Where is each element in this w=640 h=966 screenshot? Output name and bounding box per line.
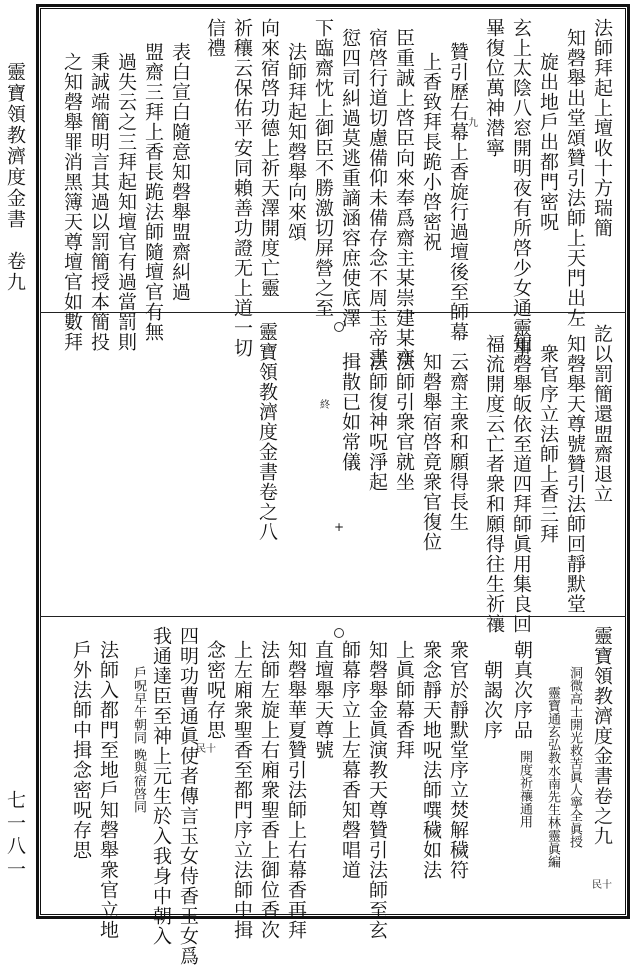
text-column: 上左廂衆聖香至都門序立法師中揖 — [231, 640, 253, 940]
text-column: 祈穰云保佑平安同賴善功證无上道一切 — [231, 18, 253, 358]
text-column: 法師拜起上壇收十方瑞簡 — [591, 18, 613, 238]
folio-mark: 九 — [468, 118, 478, 129]
text-column: 念密呪存思 — [204, 640, 226, 740]
volume-title: 靈寶領教濟度金書卷之九 — [591, 626, 613, 846]
text-column: 法師復神呪淨起 — [366, 352, 388, 492]
author-line: 靈寶通玄弘教水南先生林靈眞編 — [545, 686, 560, 868]
text-column: 衆官於靜默堂序立焚解穢符 — [447, 640, 469, 880]
margin-circle — [334, 322, 344, 332]
volume-end-title: 靈寶領教濟度金書卷之八 — [256, 322, 278, 542]
text-column: 過失云之三拜起知壇官有過當罰則 — [115, 52, 137, 352]
text-column: 福流開度云亡者衆和願得往生祈禳 — [483, 334, 505, 634]
text-column: 云齋主衆和願得長生 — [447, 352, 469, 532]
text-column: 旋出地戶出都門密呪 — [537, 52, 559, 232]
folio-mark: 民十 — [592, 880, 612, 891]
text-column: 四明功曹通眞使者傳言玉女侍香玉女爲 — [177, 626, 199, 966]
text-column: 直壇舉天尊號 — [312, 640, 334, 760]
chapter-title: 朝真次序品 — [511, 640, 533, 740]
text-column: 我通達臣至神上元生於入我身中朝入 — [150, 626, 172, 946]
author-line: 洞微高士開光救苦眞人寧全眞授 — [567, 666, 582, 848]
text-column: 贊引歷右幕上香旋行過壇後至師幕 — [447, 42, 469, 342]
text-column: 知磬舉天尊號贊引法師回靜默堂 — [564, 334, 586, 614]
chapter-note: 開度祈禳通用 — [517, 750, 532, 828]
text-column: 上香致拜長跪小啓密祝 — [420, 52, 442, 252]
text-column: 衆官序立法師上香三拜 — [537, 344, 559, 544]
text-column: 知磬舉皈依至道四拜師眞用集良回 — [510, 334, 532, 634]
text-column: 知磬舉宿啓竟衆官復位 — [420, 352, 442, 552]
text-column: 下臨齋忱上御臣不勝激切屏營之至 — [312, 18, 334, 318]
inner-folio-mark: 民十 — [196, 744, 216, 755]
section-title: 朝謁次序 — [481, 660, 503, 740]
text-column: 玄上太陰八窓開明夜有所啓少女通靈事 — [510, 18, 532, 358]
text-note: 戶呪早午朝同 晚與宿啓同 — [131, 666, 146, 814]
center-mark: + — [334, 520, 345, 534]
text-column: 知磬舉華夏贊引法師上右幕香再拜 — [285, 640, 307, 940]
margin-circle — [334, 628, 344, 638]
text-column: 法師入都門至地戶知磬舉衆官立地 — [97, 640, 119, 940]
text-column: 戶外法師中揖念密呪存思 — [70, 640, 92, 860]
text-column: 畢復位萬神潜寧 — [483, 18, 505, 158]
text-column: 師幕序立上左幕香知磬唱道 — [339, 640, 361, 880]
panel-divider-bottom — [40, 616, 626, 617]
text-column: 法師拜起知磬舉向來頌 — [285, 42, 307, 242]
text-column: 之知磬舉罪消黑簿天尊壇官如數拜 — [61, 52, 83, 352]
text-column: 宿啓行道切慮備仰未備存念不周玉帝書 — [366, 28, 388, 368]
margin-book-title: 靈寶領教濟度金書 卷九 — [4, 62, 26, 293]
text-column: 信禮 — [204, 18, 226, 58]
margin-page-number: 七一八一 — [4, 790, 26, 882]
text-column: 訖以罰簡還盟齋退立 — [591, 324, 613, 504]
text-column: 愆四司糾過莫逃重謫涵容庶使底澤 — [339, 28, 361, 328]
text-column: 揖散已如常儀 — [339, 352, 361, 472]
text-column: 法師左旋上右廂衆聖香上御位香次 — [258, 640, 280, 940]
end-mark: 終 — [320, 400, 330, 411]
text-column: 秉誠端簡明言其過以罰簡授本簡投 — [88, 52, 110, 352]
text-column: 知磬舉金眞演教天尊贊引法師至玄 — [366, 640, 388, 940]
text-column: 盟齋三拜上香長跪法師隨壇官有無 — [142, 42, 164, 342]
text-column: 衆念靜天地呪法師噀穢如法 — [420, 640, 442, 880]
text-column: 知磬舉出堂頌贊引法師上天門出左 — [564, 28, 586, 328]
text-column: 法師引衆官就坐 — [393, 352, 415, 492]
text-column: 向來宿啓功德上祈天澤開度亡靈 — [258, 18, 280, 298]
text-column: 表白宣白隨意知磬舉盟齋糾過 — [169, 42, 191, 302]
text-column: 上眞師幕香拜 — [393, 640, 415, 760]
text-column: 臣重誠上啓臣向來奉爲齋主某崇建某齋 — [393, 28, 415, 368]
